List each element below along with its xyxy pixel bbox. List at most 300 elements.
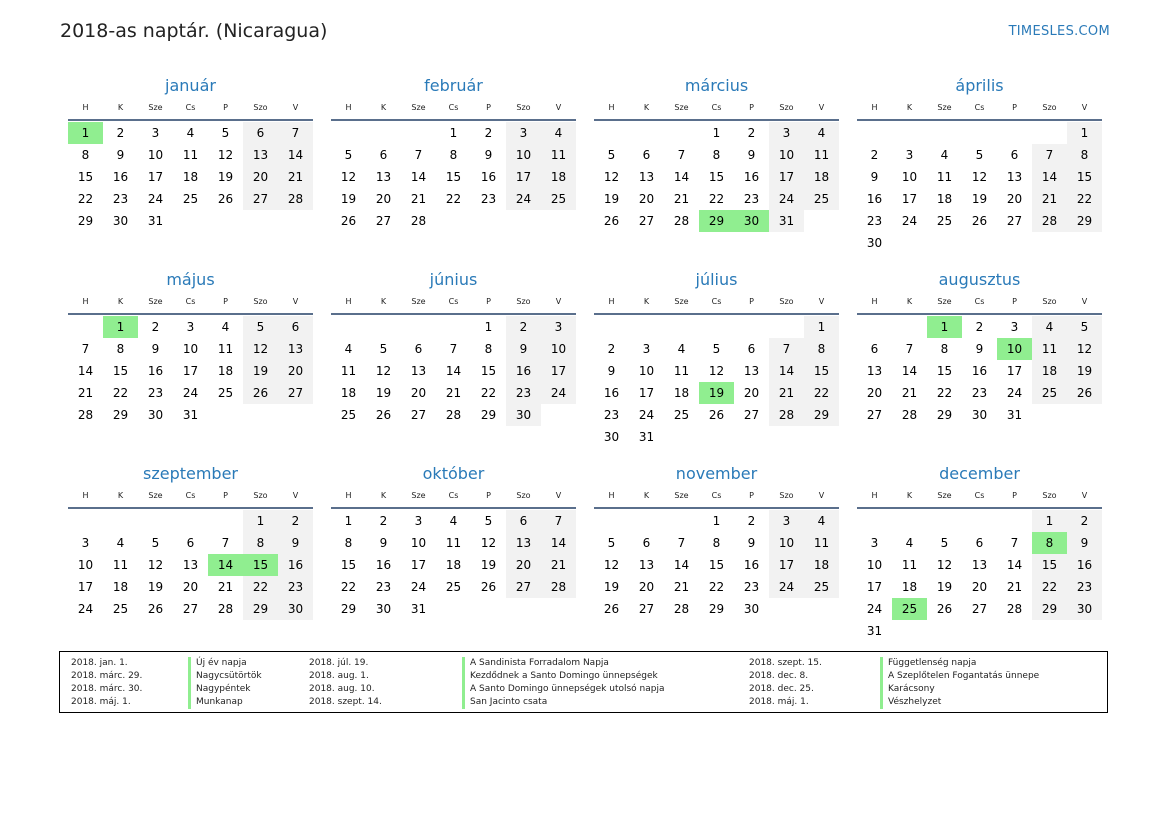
empty-cell <box>664 510 699 532</box>
empty-cell <box>594 316 629 338</box>
day-cell: 13 <box>278 338 313 360</box>
day-cell: 2 <box>151 320 160 334</box>
day-cell: 14 <box>673 170 690 184</box>
weekday-label: Sze <box>674 102 689 112</box>
day-cell: 12 <box>1067 338 1102 360</box>
day-cell: 29 <box>77 214 94 228</box>
weekday-label: Sze <box>937 102 952 112</box>
month-október <box>331 462 576 656</box>
day-cell: 29 <box>112 408 129 422</box>
day-cell: 22 <box>804 382 839 404</box>
day-cell: 22 <box>936 386 953 400</box>
day-cell: 9 <box>484 148 493 162</box>
day-cell: 25 <box>673 408 690 422</box>
day-cell: 8 <box>712 148 721 162</box>
day-cell: 30 <box>743 602 760 616</box>
weekday-label: K <box>906 296 913 306</box>
legend-date: 2018. jan. 1. <box>71 658 128 668</box>
month-name: január <box>165 76 216 95</box>
weekday-label: K <box>117 490 124 500</box>
weekday-label: V <box>1081 102 1088 112</box>
day-cell: 9 <box>607 364 616 378</box>
day-cell: 18 <box>112 580 129 594</box>
day-cell: 19 <box>936 580 953 594</box>
day-cell: 7 <box>677 148 686 162</box>
weekday-label: V <box>555 102 562 112</box>
day-cell: 15 <box>708 170 725 184</box>
day-cell: 14 <box>1006 558 1023 572</box>
day-cell: 19 <box>1067 360 1102 382</box>
day-cell: 11 <box>901 558 918 572</box>
weekday-label: H <box>608 102 615 112</box>
weekday-label: H <box>82 296 89 306</box>
legend-date: 2018. dec. 25. <box>749 684 814 694</box>
day-cell: 3 <box>870 536 879 550</box>
day-cell: 10 <box>147 148 164 162</box>
day-cell: 29 <box>1032 598 1067 620</box>
weekday-header <box>857 486 1102 504</box>
legend-date: 2018. dec. 8. <box>749 671 809 681</box>
weekday-label: P <box>486 102 491 112</box>
month-name: augusztus <box>938 270 1021 289</box>
weekday-label: Sze <box>148 490 163 500</box>
legend-date: 2018. szept. 15. <box>749 658 822 668</box>
month-name: november <box>675 464 758 483</box>
day-grid <box>594 122 839 232</box>
day-cell: 12 <box>936 558 953 572</box>
day-cell: 12 <box>243 338 278 360</box>
day-grid <box>68 122 313 232</box>
day-cell: 2 <box>870 148 879 162</box>
header-divider <box>857 119 1102 121</box>
empty-cell <box>769 316 804 338</box>
month-március <box>594 74 839 268</box>
day-cell: 20 <box>182 580 199 594</box>
day-cell: 4 <box>940 148 949 162</box>
day-cell: 30 <box>866 236 883 250</box>
weekday-label: H <box>608 490 615 500</box>
day-cell: 26 <box>147 602 164 616</box>
day-cell: 3 <box>769 122 804 144</box>
month-name: szeptember <box>142 464 238 483</box>
day-cell: 18 <box>1032 360 1067 382</box>
day-cell: 12 <box>603 170 620 184</box>
day-cell: 19 <box>243 360 278 382</box>
weekday-label: Szo <box>516 102 531 112</box>
day-cell: 30 <box>603 430 620 444</box>
day-cell: 4 <box>449 514 458 528</box>
day-cell: 15 <box>1067 166 1102 188</box>
day-cell: 24 <box>506 188 541 210</box>
day-cell: 4 <box>541 122 576 144</box>
month-május <box>68 268 313 462</box>
day-cell: 19 <box>480 558 497 572</box>
legend-date: 2018. aug. 10. <box>309 684 375 694</box>
day-cell: 27 <box>1006 214 1023 228</box>
weekday-label: V <box>818 490 825 500</box>
day-cell: 22 <box>340 580 357 594</box>
weekday-label: K <box>380 102 387 112</box>
day-cell: 6 <box>975 536 984 550</box>
day-grid <box>594 316 839 448</box>
day-cell: 6 <box>186 536 195 550</box>
day-cell: 20 <box>971 580 988 594</box>
day-cell: 5 <box>151 536 160 550</box>
weekday-label: H <box>871 490 878 500</box>
day-grid <box>331 316 576 426</box>
weekday-label: K <box>117 102 124 112</box>
day-cell: 3 <box>541 316 576 338</box>
day-cell: 9 <box>1067 532 1102 554</box>
empty-cell <box>629 316 664 338</box>
day-cell: 22 <box>708 580 725 594</box>
empty-cell <box>962 510 997 532</box>
day-cell: 29 <box>699 210 734 232</box>
day-cell: 20 <box>638 192 655 206</box>
day-grid <box>594 510 839 620</box>
day-cell: 6 <box>747 342 756 356</box>
empty-cell <box>664 316 699 338</box>
day-cell: 12 <box>375 364 392 378</box>
day-cell: 7 <box>769 338 804 360</box>
day-cell: 12 <box>708 364 725 378</box>
day-cell: 26 <box>603 602 620 616</box>
header-divider <box>331 507 576 509</box>
day-cell: 25 <box>112 602 129 616</box>
day-cell: 17 <box>182 364 199 378</box>
day-cell: 13 <box>971 558 988 572</box>
weekday-label: H <box>82 102 89 112</box>
empty-cell <box>629 510 664 532</box>
day-cell: 24 <box>77 602 94 616</box>
weekday-label: Cs <box>185 490 196 500</box>
day-cell: 1 <box>103 316 138 338</box>
day-cell: 20 <box>243 166 278 188</box>
day-cell: 2 <box>116 126 125 140</box>
empty-cell <box>664 122 699 144</box>
legend-holiday-name: Nagypéntek <box>188 683 262 696</box>
weekday-label: Cs <box>185 102 196 112</box>
weekday-label: V <box>555 296 562 306</box>
day-cell: 28 <box>673 602 690 616</box>
day-cell: 1 <box>449 126 458 140</box>
day-cell: 11 <box>804 532 839 554</box>
empty-cell <box>699 316 734 338</box>
empty-cell <box>436 316 471 338</box>
day-cell: 14 <box>278 144 313 166</box>
day-cell: 10 <box>769 144 804 166</box>
day-cell: 7 <box>221 536 230 550</box>
day-cell: 16 <box>971 364 988 378</box>
day-cell: 3 <box>905 148 914 162</box>
day-cell: 24 <box>1006 386 1023 400</box>
day-cell: 13 <box>506 532 541 554</box>
day-cell: 28 <box>77 408 94 422</box>
day-cell: 17 <box>638 386 655 400</box>
day-cell: 24 <box>866 602 883 616</box>
day-cell: 27 <box>638 602 655 616</box>
day-cell: 19 <box>603 192 620 206</box>
empty-cell <box>173 510 208 532</box>
page-title: 2018-as naptár. (Nicaragua) <box>60 20 328 42</box>
day-cell: 30 <box>112 214 129 228</box>
day-cell: 7 <box>81 342 90 356</box>
weekday-label: Sze <box>937 296 952 306</box>
legend-names <box>462 657 665 709</box>
day-cell: 12 <box>340 170 357 184</box>
day-cell: 23 <box>971 386 988 400</box>
day-cell: 11 <box>804 144 839 166</box>
day-cell: 9 <box>379 536 388 550</box>
day-cell: 5 <box>712 342 721 356</box>
legend-date: 2018. aug. 1. <box>309 671 369 681</box>
day-cell: 25 <box>217 386 234 400</box>
day-cell: 14 <box>769 360 804 382</box>
day-cell: 15 <box>708 558 725 572</box>
day-cell: 20 <box>638 580 655 594</box>
weekday-label: P <box>1012 102 1017 112</box>
day-cell: 18 <box>901 580 918 594</box>
day-cell: 3 <box>642 342 651 356</box>
day-cell: 7 <box>1032 144 1067 166</box>
weekday-label: H <box>345 490 352 500</box>
weekday-label: K <box>906 102 913 112</box>
day-cell: 10 <box>541 338 576 360</box>
day-cell: 22 <box>112 386 129 400</box>
empty-cell <box>629 122 664 144</box>
weekday-header <box>594 486 839 504</box>
legend-date: 2018. márc. 29. <box>71 671 143 681</box>
day-cell: 14 <box>541 532 576 554</box>
day-cell: 18 <box>340 386 357 400</box>
weekday-label: Sze <box>411 102 426 112</box>
weekday-label: K <box>380 490 387 500</box>
day-cell: 6 <box>278 316 313 338</box>
empty-cell <box>594 122 629 144</box>
day-cell: 13 <box>375 170 392 184</box>
day-grid <box>68 510 313 620</box>
day-cell: 22 <box>480 386 497 400</box>
day-cell: 15 <box>77 170 94 184</box>
weekday-label: V <box>555 490 562 500</box>
day-cell: 28 <box>1006 602 1023 616</box>
day-cell: 10 <box>638 364 655 378</box>
day-cell: 12 <box>147 558 164 572</box>
header-divider <box>68 507 313 509</box>
day-cell: 24 <box>769 576 804 598</box>
day-cell: 6 <box>379 148 388 162</box>
weekday-label: Szo <box>253 296 268 306</box>
day-cell: 2 <box>506 316 541 338</box>
day-cell: 29 <box>243 598 278 620</box>
day-cell: 21 <box>673 580 690 594</box>
legend-date: 2018. márc. 30. <box>71 684 143 694</box>
day-cell: 16 <box>1067 554 1102 576</box>
weekday-header <box>68 486 313 504</box>
weekday-label: Szo <box>516 296 531 306</box>
day-cell: 4 <box>344 342 353 356</box>
legend-holiday-name: Karácsony <box>880 683 1039 696</box>
day-cell: 27 <box>971 602 988 616</box>
day-cell: 29 <box>804 404 839 426</box>
day-cell: 9 <box>506 338 541 360</box>
weekday-label: Szo <box>779 296 794 306</box>
day-cell: 18 <box>673 386 690 400</box>
weekday-label: H <box>345 296 352 306</box>
day-cell: 12 <box>480 536 497 550</box>
day-cell: 13 <box>866 364 883 378</box>
day-cell: 8 <box>344 536 353 550</box>
legend-holiday-name: Függetlenség napja <box>880 657 1039 670</box>
weekday-header <box>331 292 576 310</box>
day-cell: 8 <box>712 536 721 550</box>
day-cell: 23 <box>147 386 164 400</box>
header-divider <box>857 507 1102 509</box>
day-cell: 19 <box>603 580 620 594</box>
day-cell: 16 <box>147 364 164 378</box>
day-cell: 8 <box>116 342 125 356</box>
day-cell: 10 <box>901 170 918 184</box>
weekday-label: Cs <box>185 296 196 306</box>
day-cell: 2 <box>484 126 493 140</box>
day-cell: 14 <box>410 170 427 184</box>
empty-cell <box>857 122 892 144</box>
empty-cell <box>927 122 962 144</box>
day-cell: 3 <box>506 122 541 144</box>
day-cell: 31 <box>638 430 655 444</box>
brand-link[interactable]: TIMESLES.COM <box>1008 24 1110 39</box>
day-cell: 11 <box>541 144 576 166</box>
weekday-label: Szo <box>1042 102 1057 112</box>
day-cell: 5 <box>344 148 353 162</box>
day-cell: 1 <box>712 514 721 528</box>
day-cell: 17 <box>147 170 164 184</box>
day-cell: 27 <box>410 408 427 422</box>
day-cell: 29 <box>480 408 497 422</box>
legend-date: 2018. szept. 14. <box>309 697 382 707</box>
day-cell: 1 <box>243 510 278 532</box>
day-cell: 14 <box>673 558 690 572</box>
day-cell: 29 <box>708 602 725 616</box>
day-cell: 17 <box>506 166 541 188</box>
day-cell: 16 <box>743 558 760 572</box>
empty-cell <box>401 316 436 338</box>
day-cell: 13 <box>1006 170 1023 184</box>
day-cell: 8 <box>484 342 493 356</box>
day-cell: 26 <box>480 580 497 594</box>
month-name: május <box>166 270 215 289</box>
weekday-label: K <box>643 102 650 112</box>
weekday-label: Sze <box>148 102 163 112</box>
weekday-label: Szo <box>516 490 531 500</box>
day-cell: 25 <box>1032 382 1067 404</box>
day-grid <box>857 316 1102 426</box>
day-cell: 26 <box>971 214 988 228</box>
day-cell: 10 <box>410 536 427 550</box>
day-cell: 21 <box>77 386 94 400</box>
day-cell: 1 <box>1032 510 1067 532</box>
legend-dates <box>309 657 382 709</box>
day-cell: 5 <box>607 148 616 162</box>
day-cell: 20 <box>506 554 541 576</box>
day-cell: 5 <box>940 536 949 550</box>
day-cell: 19 <box>147 580 164 594</box>
weekday-header <box>331 98 576 116</box>
weekday-label: K <box>117 296 124 306</box>
month-január <box>68 74 313 268</box>
day-cell: 2 <box>1067 510 1102 532</box>
day-cell: 16 <box>506 360 541 382</box>
day-cell: 24 <box>410 580 427 594</box>
day-cell: 26 <box>936 602 953 616</box>
day-cell: 15 <box>936 364 953 378</box>
weekday-label: H <box>608 296 615 306</box>
day-cell: 15 <box>243 554 278 576</box>
weekday-label: K <box>380 296 387 306</box>
day-cell: 21 <box>901 386 918 400</box>
day-cell: 17 <box>901 192 918 206</box>
weekday-label: Szo <box>1042 296 1057 306</box>
month-name: június <box>429 270 478 289</box>
day-cell: 30 <box>278 598 313 620</box>
day-cell: 28 <box>901 408 918 422</box>
day-cell: 17 <box>77 580 94 594</box>
month-name: március <box>684 76 749 95</box>
day-cell: 9 <box>975 342 984 356</box>
day-cell: 4 <box>1032 316 1067 338</box>
day-cell: 31 <box>182 408 199 422</box>
day-cell: 10 <box>182 342 199 356</box>
day-cell: 28 <box>278 188 313 210</box>
empty-cell <box>734 316 769 338</box>
day-cell: 15 <box>340 558 357 572</box>
day-cell: 21 <box>445 386 462 400</box>
day-grid <box>331 122 576 232</box>
empty-cell <box>68 316 103 338</box>
day-cell: 7 <box>905 342 914 356</box>
legend-holiday-name: A Sandinista Forradalom Napja <box>462 657 665 670</box>
day-cell: 23 <box>506 382 541 404</box>
header-divider <box>857 313 1102 315</box>
weekday-label: Sze <box>674 490 689 500</box>
empty-cell <box>892 510 927 532</box>
day-cell: 18 <box>936 192 953 206</box>
header-divider <box>594 507 839 509</box>
day-cell: 30 <box>506 404 541 426</box>
empty-cell <box>997 510 1032 532</box>
day-cell: 28 <box>445 408 462 422</box>
weekday-label: P <box>486 490 491 500</box>
day-cell: 23 <box>866 214 883 228</box>
day-cell: 6 <box>642 148 651 162</box>
day-cell: 28 <box>1032 210 1067 232</box>
day-cell: 23 <box>375 580 392 594</box>
weekday-label: Sze <box>674 296 689 306</box>
month-augusztus <box>857 268 1102 462</box>
month-február <box>331 74 576 268</box>
day-cell: 22 <box>708 192 725 206</box>
weekday-header <box>68 98 313 116</box>
month-június <box>331 268 576 462</box>
legend-holiday-name: A Szeplőtelen Fogantatás ünnepe <box>880 670 1039 683</box>
empty-cell <box>997 122 1032 144</box>
weekday-label: Sze <box>937 490 952 500</box>
day-cell: 25 <box>182 192 199 206</box>
day-cell: 23 <box>603 408 620 422</box>
day-cell: 21 <box>769 382 804 404</box>
day-cell: 21 <box>278 166 313 188</box>
empty-cell <box>594 510 629 532</box>
